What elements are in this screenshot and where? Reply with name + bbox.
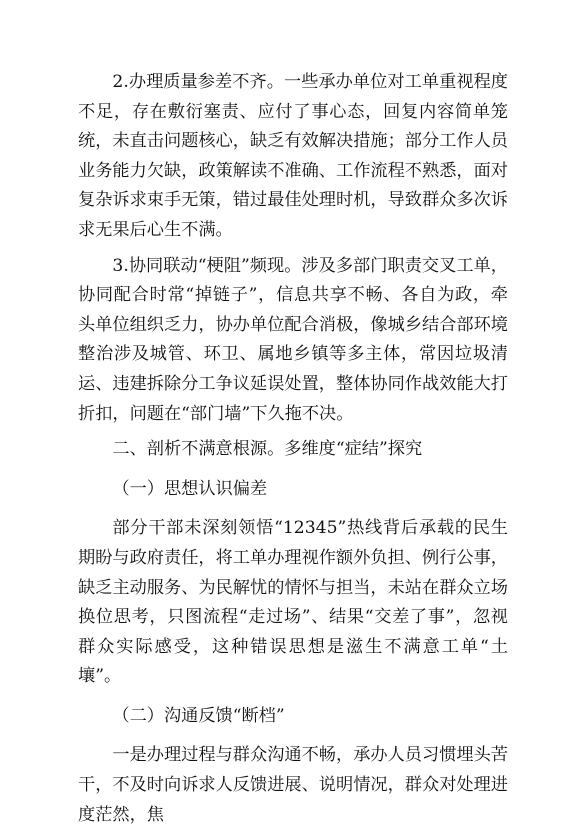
paragraph-communication: 一是办理过程与群众沟通不畅，承办人员习惯埋头苦干，不及时向诉求人反馈进展、说明情况，群众对处理进度茫然，焦 [78, 745, 508, 825]
document-page [78, 68, 508, 830]
subheading-mindset: （一）思想认识偏差 [112, 478, 268, 499]
paragraph-quality-issues: 2.办理质量参差不齐。一些承办单位对工单重视程度不足，存在敷衍塞责、应付了事心态，回复内容简单笼统，未直击问题核心，缺乏有效解决措施；部分工作人员业务能力欠缺，政策解读不准确、工作流程不熟悉，面对复杂诉求束手无策，错过最佳处理时机，导致群众多次诉求无果后心生不满。 [78, 72, 508, 240]
section-heading-root-causes: 二、剖析不满意根源。多维度“症结”探究 [112, 439, 423, 460]
paragraph-coordination-issues: 3.协同联动“梗阻”频现。涉及多部门职责交叉工单，协同配合时常“掉链子”，信息共享不畅、各自为政，牵头单位组织乏力，协办单位配合消极，像城乡结合部环境整治涉及城管、环卫、属地乡镇等多主体，常因垃圾清运、违建拆除分工争议延误处置，整体协同作战效能大打折扣，问题在“部门墙”下久拖不决。 [78, 255, 508, 424]
subheading-communication: （二）沟通反馈“断档” [112, 705, 285, 726]
paragraph-mindset: 部分干部未深刻领悟“12345”热线背后承载的民生期盼与政府责任，将工单办理视作额外负担、例行公事，缺乏主动服务、为民解忧的情怀与担当，未站在群众立场换位思考，只图流程“走过场”、结果“交差了事”，忽视群众实际感受，这种错误思想是滋生不满意工单“土壤”。 [78, 518, 508, 687]
